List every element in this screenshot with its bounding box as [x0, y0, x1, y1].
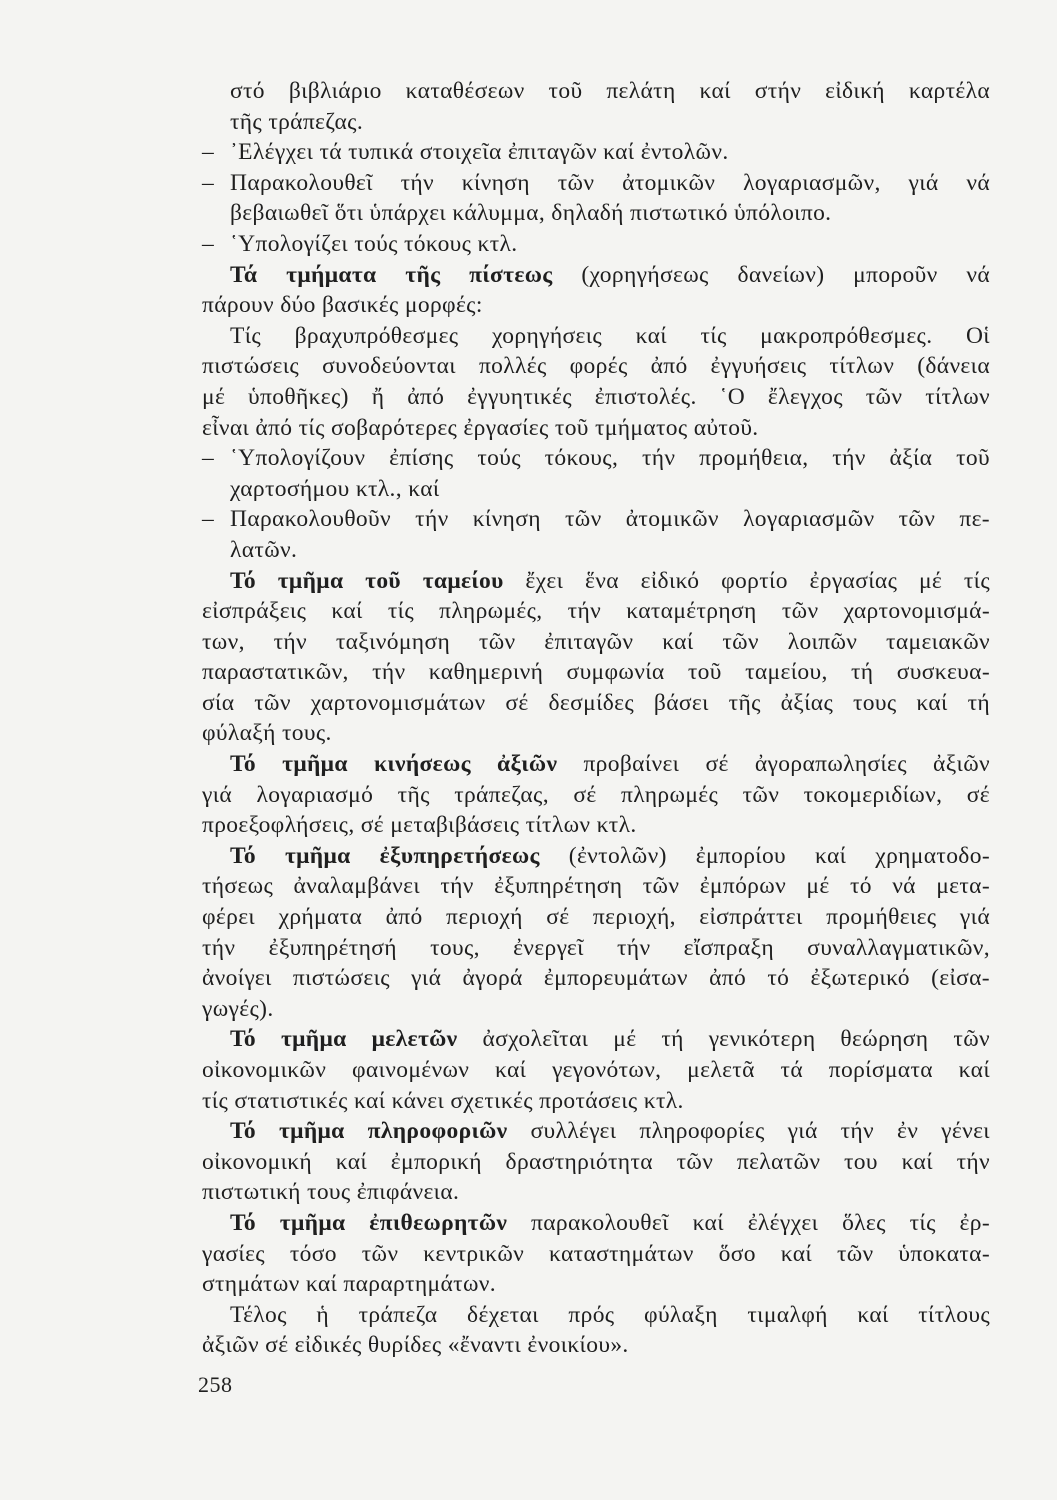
list-item: – ῾Υπολογίζει τούς τόκους κτλ. [202, 230, 518, 257]
text-line: λατῶν. [230, 536, 298, 563]
text-line: στό βιβλιάριο καταθέσεων τοῦ πελάτη καί στήν εἰδική καρτέλα [230, 78, 990, 104]
text-line: γασίες τόσο τῶν κεντρικῶν καταστημάτων ὅσο καί τῶν ὑποκατα- [202, 1240, 990, 1267]
section-heading-line: Τά τμήματα τῆς πίστεως (χορηγήσεως δανείων) μποροῦν νά [230, 261, 990, 288]
text-line: στημάτων καί παραρτημάτων. [202, 1271, 496, 1298]
page-number: 258 [198, 1372, 233, 1397]
section-title: Τό τμῆμα ἐξυπηρετήσεως [230, 842, 540, 869]
text-line: οἰκονομική καί ἐμπορική δραστηριότητα τῶν πελατῶν του καί τήν [202, 1148, 990, 1175]
text-line: πιστωτική τους ἐπιφάνεια. [202, 1179, 460, 1206]
section-title: Τά τμήματα τῆς πίστεως [230, 261, 553, 288]
text-line: πάρουν δύο βασικές μορφές: [202, 292, 483, 319]
text-line: τίς στατιστικές καί κάνει σχετικές προτάσεις κτλ. [202, 1087, 684, 1114]
text-line: Τέλος ἡ τράπεζα δέχεται πρός φύλαξη τιμαλφή καί τίτλους [230, 1301, 990, 1328]
section-heading-line: Τό τμῆμα ἐπιθεωρητῶν παρακολουθεῖ καί ἐλέγχει ὅλες τίς ἐρ- [230, 1209, 990, 1236]
section-title: Τό τμῆμα τοῦ ταμείου [230, 567, 504, 594]
section-title: Τό τμῆμα μελετῶν [230, 1026, 458, 1053]
text-line: ἀξιῶν σέ εἰδικές θυρίδες «ἔναντι ἐνοικίου». [202, 1332, 629, 1359]
text-line: εἰσπράξεις καί τίς πληρωμές, τήν καταμέτρηση τῶν χαρτονομισμά- [202, 598, 990, 625]
text-line: τῆς τράπεζας. [230, 108, 364, 135]
section-heading-line: Τό τμῆμα τοῦ ταμείου ἔχει ἕνα εἰδικό φορτίο ἐργασίας μέ τίς [230, 567, 990, 594]
text-line: γιά λογαριασμό τῆς τράπεζας, σέ πληρωμές τῶν τοκομεριδίων, σέ [202, 781, 990, 808]
section-title: Τό τμῆμα ἐπιθεωρητῶν [230, 1209, 508, 1236]
text-line: φέρει χρήματα ἀπό περιοχή σέ περιοχή, εἰσπράττει προμήθειες γιά [202, 904, 990, 931]
section-heading-line: Τό τμῆμα ἐξυπηρετήσεως (ἐντολῶν) ἐμπορίου καί χρηματοδο- [230, 842, 990, 869]
text-line: τήσεως ἀναλαμβάνει τήν ἐξυπηρέτηση τῶν ἐμπόρων μέ τό νά μετα- [202, 873, 990, 900]
section-heading-line: Τό τμῆμα μελετῶν ἀσχολεῖται μέ τή γενικότερη θεώρηση τῶν [230, 1026, 990, 1053]
list-item: – Παρακολουθεῖ τήν κίνηση τῶν ἀτομικῶν λογαριασμῶν, γιά νά [202, 169, 990, 196]
text-line: ἀνοίγει πιστώσεις γιά ἀγορά ἐμπορευμάτων ἀπό τό ἐξωτερικό (εἰσα- [202, 965, 990, 992]
text-line: σία τῶν χαρτονομισμάτων σέ δεσμίδες βάσει τῆς ἀξίας τους καί τή [202, 689, 990, 716]
text-line: των, τήν ταξινόμηση τῶν ἐπιταγῶν καί τῶν λοιπῶν ταμειακῶν [202, 628, 990, 655]
text-line: βεβαιωθεῖ ὅτι ὑπάρχει κάλυμμα, δηλαδή πιστωτικό ὑπόλοιπο. [230, 200, 832, 227]
section-heading-line: Τό τμῆμα πληροφοριῶν συλλέγει πληροφορίες γιά τήν ἐν γένει [230, 1118, 990, 1145]
text-line: παραστατικῶν, τήν καθημερινή συμφωνία τοῦ ταμείου, τή συσκευα- [202, 659, 990, 686]
text-line: πιστώσεις συνοδεύονται πολλές φορές ἀπό ἐγγυήσεις τίτλων (δάνεια [202, 353, 990, 380]
text-line: Τίς βραχυπρόθεσμες χορηγήσεις καί τίς μακροπρόθεσμες. Οἱ [230, 322, 990, 349]
section-heading-line: Τό τμῆμα κινήσεως ἀξιῶν προβαίνει σέ ἀγοραπωλησίες ἀξιῶν [230, 751, 990, 778]
text-line: οἰκονομικῶν φαινομένων καί γεγονότων, μελετᾶ τά πορίσματα καί [202, 1057, 990, 1083]
list-item: – ᾿Ελέγχει τά τυπικά στοιχεῖα ἐπιταγῶν καί ἐντολῶν. [202, 139, 729, 166]
section-title: Τό τμῆμα πληροφοριῶν [230, 1118, 508, 1145]
text-line: χαρτοσήμου κτλ., καί [230, 475, 440, 502]
text-line: μέ ὑποθῆκες) ἤ ἀπό ἐγγυητικές ἐπιστολές. ῾Ο ἔλεγχος τῶν τίτλων [202, 383, 990, 410]
section-title: Τό τμῆμα κινήσεως ἀξιῶν [230, 751, 558, 778]
text-line: γωγές). [202, 995, 274, 1022]
page-text [202, 76, 990, 1361]
text-line: εἶναι ἀπό τίς σοβαρότερες ἐργασίες τοῦ τμήματος αὐτοῦ. [202, 414, 759, 441]
list-item: – Παρακολουθοῦν τήν κίνηση τῶν ἀτομικῶν λογαριασμῶν τῶν πε- [202, 506, 990, 533]
text-line: προεξοφλήσεις, σέ μεταβιβάσεις τίτλων κτλ. [202, 812, 637, 839]
text-line: φύλαξή τους. [202, 720, 332, 747]
text-line: τήν ἐξυπηρέτησή τους, ἐνεργεῖ τήν εἴσπραξη συναλλαγματικῶν, [202, 934, 990, 961]
list-item: – ῾Υπολογίζουν ἐπίσης τούς τόκους, τήν προμήθεια, τήν ἀξία τοῦ [202, 445, 990, 472]
